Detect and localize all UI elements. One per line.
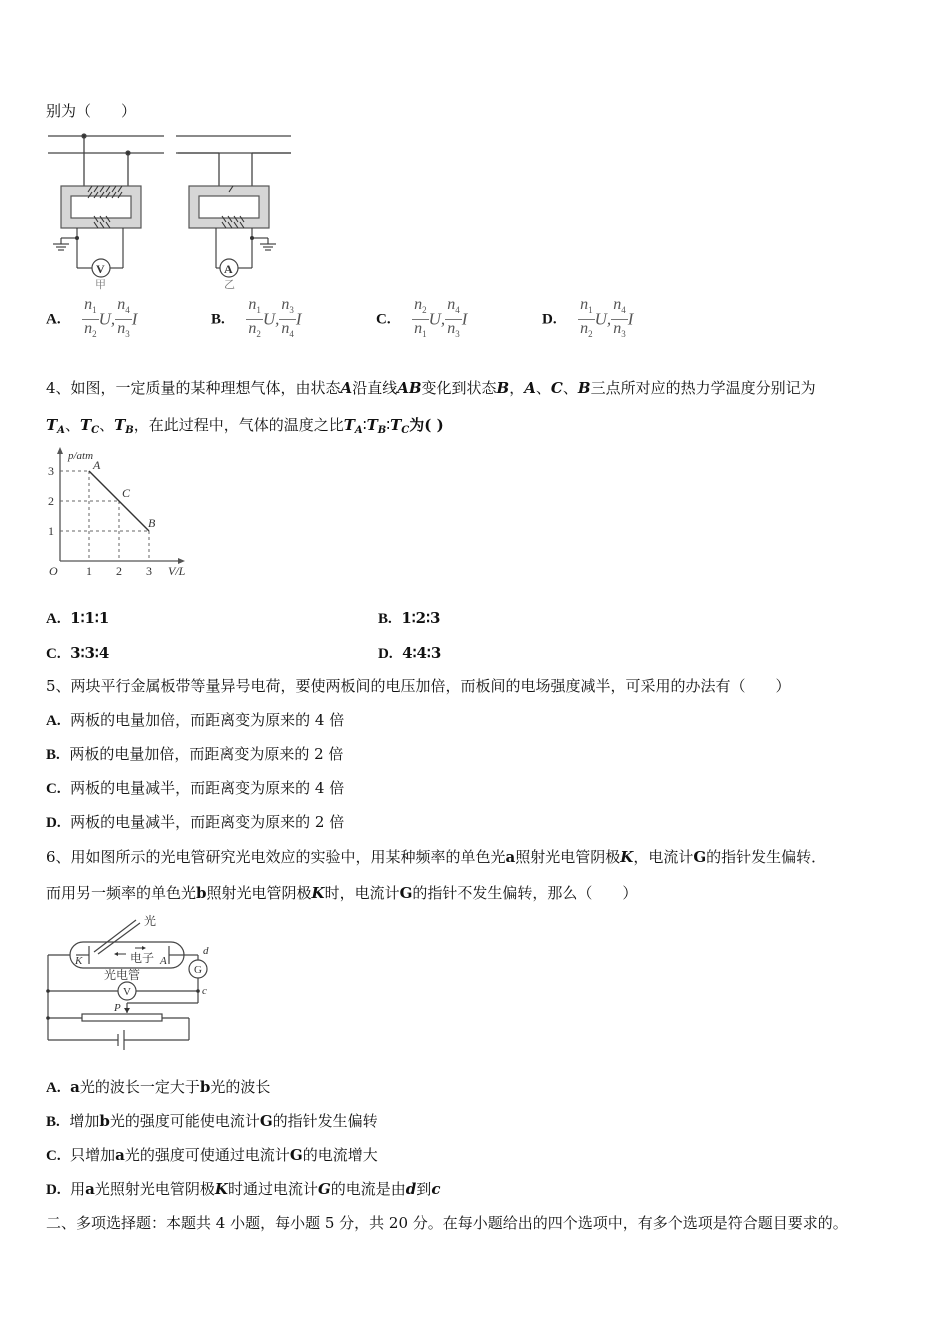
fraction: $\frac{n_2}{n_1}$ xyxy=(414,296,427,340)
svg-text:乙: 乙 xyxy=(224,279,235,291)
q6-stem-line1: 6、用如图所示的光电管研究光电效应的实验中，用某种频率的单色光a照射光电管阴极K，电流计G的指针发生偏转． xyxy=(46,848,827,866)
svg-text:C: C xyxy=(122,486,131,500)
fraction: $\frac{n_1}{n_2}$ xyxy=(580,296,593,340)
svg-text:A: A xyxy=(160,955,167,967)
svg-text:甲: 甲 xyxy=(95,279,106,291)
svg-text:B: B xyxy=(148,516,156,530)
q5-stem: 5、两块平行金属板带等量异号电荷，要使两板间的电压加倍，而板间的电场强度减半，可采用的办法有（ ） xyxy=(46,677,791,695)
q4-option-d[interactable]: D. 4∶4∶3 xyxy=(378,644,442,662)
svg-text:A: A xyxy=(224,262,233,276)
q6-option-a[interactable]: A. a光的波长一定大于b光的波长 xyxy=(46,1078,271,1096)
q6-stem-line2: 而用另一频率的单色光b照射光电管阴极K时，电流计G的指针不发生偏转，那么（ ） xyxy=(46,884,638,902)
svg-text:A: A xyxy=(93,458,101,472)
q6-option-b[interactable]: B. 增加b光的强度可能使电流计G的指针发生偏转 xyxy=(46,1112,378,1130)
svg-text:3: 3 xyxy=(146,564,152,578)
q6-option-c[interactable]: C. 只增加a光的强度可使通过电流计G的电流增大 xyxy=(46,1146,378,1164)
svg-text:1: 1 xyxy=(48,524,54,538)
q3-transformer-figure xyxy=(44,128,299,291)
fraction: $\frac{n_4}{n_3}$ xyxy=(613,296,626,340)
svg-text:光电管: 光电管 xyxy=(104,968,141,982)
fraction: $\frac{n_4}{n_3}$ xyxy=(447,296,460,340)
svg-text:d: d xyxy=(203,945,209,957)
svg-text:V: V xyxy=(123,986,131,998)
svg-text:V/L: V/L xyxy=(168,564,186,578)
q6-option-d[interactable]: D. 用a光照射光电管阴极K时通过电流计G的电流是由d到c xyxy=(46,1180,441,1198)
section2-heading: 二、多项选择题：本题共 4 小题，每小题 5 分，共 20 分。在每小题给出的四个选项中，有多个选项是符合题目要求的。 xyxy=(46,1214,848,1232)
q3-option-a[interactable]: A. $\frac{n_1}{n_2}$ U, $\frac{n_4}{n_3}$ I xyxy=(46,296,137,343)
q4-stem-line1: 4、如图，一定质量的某种理想气体，由状态A沿直线AB变化到状态B，A、C、B三点所对应的热力学温度分别记为 xyxy=(46,379,816,397)
q4-option-a[interactable]: A. 1∶1∶1 xyxy=(46,609,110,627)
q4-stem-line2: $T_A$、$T_C$、$T_B$，在此过程中，气体的温度之比$T_A∶T_B∶T_C$为( ) xyxy=(46,416,444,436)
svg-text:P: P xyxy=(114,1002,121,1014)
svg-text:1: 1 xyxy=(86,564,92,578)
svg-text:G: G xyxy=(194,964,202,976)
svg-text:电子: 电子 xyxy=(130,951,155,965)
q5-option-b[interactable]: B. 两板的电量加倍，而距离变为原来的 2 倍 xyxy=(46,745,344,763)
y-arrow-icon xyxy=(57,447,63,454)
q5-option-a[interactable]: A. 两板的电量加倍，而距离变为原来的 4 倍 xyxy=(46,711,345,729)
svg-text:O: O xyxy=(49,564,58,578)
rheostat xyxy=(82,1014,162,1021)
fraction: $\frac{n_3}{n_4}$ xyxy=(281,296,294,340)
svg-text:光: 光 xyxy=(144,914,157,928)
q5-option-c[interactable]: C. 两板的电量减半，而距离变为原来的 4 倍 xyxy=(46,779,345,797)
svg-text:2: 2 xyxy=(116,564,122,578)
fraction: $\frac{n_1}{n_2}$ xyxy=(84,296,97,340)
q3-stem-tail: 别为（ ） xyxy=(46,102,137,120)
q3-option-c[interactable]: C. $\frac{n_2}{n_1}$ U, $\frac{n_4}{n_3}$ I xyxy=(376,296,467,343)
fraction: $\frac{n_4}{n_3}$ xyxy=(117,296,130,340)
svg-text:2: 2 xyxy=(48,494,54,508)
q6-phototube-circuit xyxy=(44,912,219,1057)
q4-option-c[interactable]: C. 3∶3∶4 xyxy=(46,644,110,662)
q5-option-d[interactable]: D. 两板的电量减半，而距离变为原来的 2 倍 xyxy=(46,813,345,831)
svg-text:c: c xyxy=(202,985,207,997)
svg-text:V: V xyxy=(96,262,105,276)
svg-text:3: 3 xyxy=(48,464,54,478)
q3-option-d[interactable]: D. $\frac{n_1}{n_2}$ U, $\frac{n_4}{n_3}$ I xyxy=(542,296,633,343)
svg-text:p/atm: p/atm xyxy=(68,450,94,462)
q3-option-b[interactable]: B. $\frac{n_1}{n_2}$ U, $\frac{n_3}{n_4}$ I xyxy=(211,296,302,343)
q4-option-b[interactable]: B. 1∶2∶3 xyxy=(378,609,441,627)
fraction: $\frac{n_1}{n_2}$ xyxy=(248,296,261,340)
q4-pv-chart xyxy=(44,447,194,582)
svg-text:K: K xyxy=(75,955,83,967)
